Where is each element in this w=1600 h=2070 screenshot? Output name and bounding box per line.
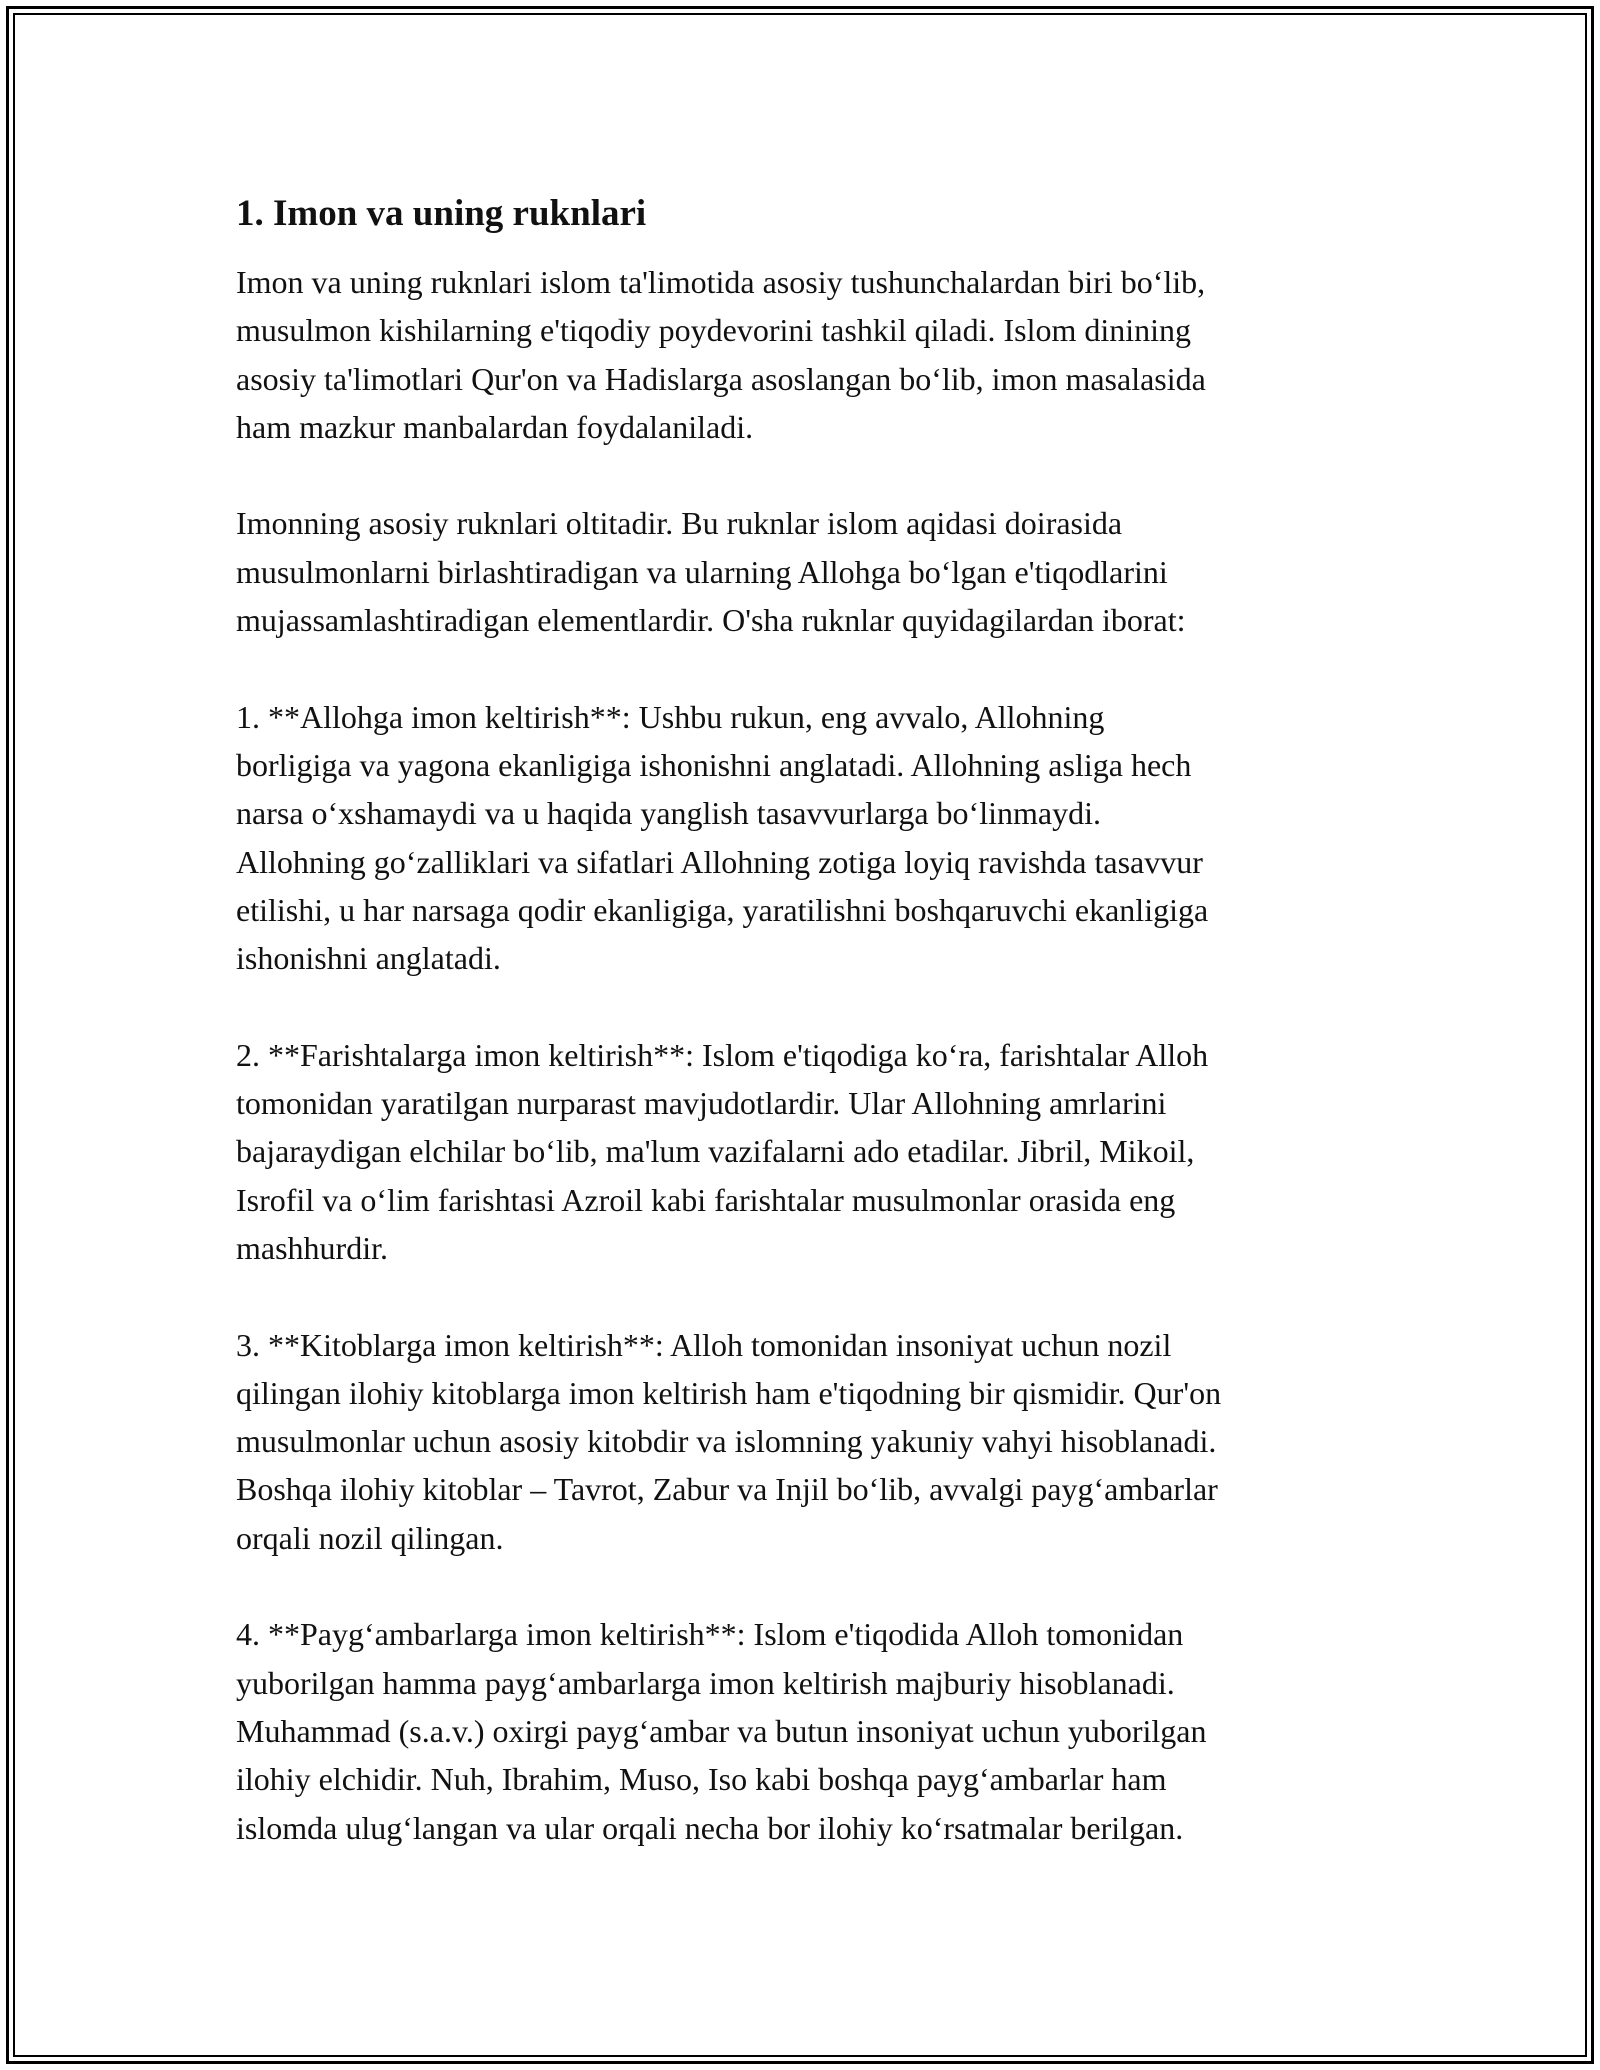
text-line: borligiga va yagona ekanligiga ishonishni anglatadi. Allohning asliga hech — [236, 746, 1192, 783]
page-title: 1. Imon va uning ruknlari — [236, 193, 647, 234]
text-line: narsa o‘xshamaydi va u haqida yanglish tasavvurlarga bo‘linmaydi. — [236, 795, 1101, 832]
text-line: etilishi, u har narsaga qodir ekanligiga, yaratilishni boshqaruvchi ekanligiga — [236, 891, 1209, 928]
document-body — [236, 188, 1376, 1900]
text-line: 1. **Allohga imon keltirish**: Ushbu rukun, eng avvalo, Allohning — [236, 698, 1105, 735]
text-line: ham mazkur manbalardan foydalaniladi. — [236, 408, 754, 445]
paragraph-list — [236, 258, 1376, 1852]
text-line: musulmonlarni birlashtiradigan va ularning Allohga bo‘lgan e'tiqodlarini — [236, 553, 1168, 590]
text-line: Boshqa ilohiy kitoblar – Tavrot, Zabur va Injil bo‘lib, avvalgi payg‘ambarlar — [236, 1471, 1218, 1508]
text-line: islomda ulug‘langan va ular orqali necha bor ilohiy ko‘rsatmalar berilgan. — [236, 1809, 1184, 1846]
text-line: Isrofil va o‘lim farishtasi Azroil kabi farishtalar musulmonlar orasida eng — [236, 1181, 1176, 1218]
text-line: bajaraydigan elchilar bo‘lib, ma'lum vazifalarni ado etadilar. Jibril, Mikoil, — [236, 1133, 1195, 1170]
text-line: Muhammad (s.a.v.) oxirgi payg‘ambar va butun insoniyat uchun yuborilgan — [236, 1712, 1207, 1749]
paragraph — [236, 1610, 1376, 1851]
text-line: ishonishni anglatadi. — [236, 940, 501, 977]
text-line: asosiy ta'limotlari Qur'on va Hadislarga asoslangan bo‘lib, imon masalasida — [236, 360, 1206, 397]
text-line: qilingan ilohiy kitoblarga imon keltirish ham e'tiqodning bir qismidir. Qur'on — [236, 1374, 1222, 1411]
text-line: yuborilgan hamma payg‘ambarlarga imon keltirish majburiy hisoblanadi. — [236, 1664, 1175, 1701]
text-line: Allohning go‘zalliklari va sifatlari Allohning zotiga loyiq ravishda tasavvur — [236, 843, 1203, 880]
text-line: 2. **Farishtalarga imon keltirish**: Islom e'tiqodiga ko‘ra, farishtalar Alloh — [236, 1036, 1209, 1073]
paragraph — [236, 499, 1376, 644]
text-line: mashhurdir. — [236, 1229, 388, 1266]
text-line: musulmonlar uchun asosiy kitobdir va islomning yakuniy vahyi hisoblanadi. — [236, 1423, 1217, 1460]
text-line: Imonning asosiy ruknlari oltitadir. Bu ruknlar islom aqidasi doirasida — [236, 505, 1123, 542]
text-line: orqali nozil qilingan. — [236, 1519, 504, 1556]
paragraph — [236, 693, 1376, 983]
text-line: 4. **Payg‘ambarlarga imon keltirish**: Islom e'tiqodida Alloh tomonidan — [236, 1616, 1184, 1653]
text-line: mujassamlashtiradigan elementlardir. O'sha ruknlar quyidagilardan iborat: — [236, 602, 1186, 639]
text-line: musulmon kishilarning e'tiqodiy poydevorini tashkil qiladi. Islom dinining — [236, 312, 1192, 349]
text-line: ilohiy elchidir. Nuh, Ibrahim, Muso, Iso kabi boshqa payg‘ambarlar ham — [236, 1761, 1167, 1798]
paragraph — [236, 1321, 1376, 1562]
text-line: tomonidan yaratilgan nurparast mavjudotlardir. Ular Allohning amrlarini — [236, 1085, 1167, 1122]
text-line: Imon va uning ruknlari islom ta'limotida asosiy tushunchalardan biri bo‘lib, — [236, 264, 1206, 300]
paragraph — [236, 1031, 1376, 1272]
text-line: 3. **Kitoblarga imon keltirish**: Alloh tomonidan insoniyat uchun nozil — [236, 1326, 1172, 1363]
paragraph — [236, 258, 1376, 451]
